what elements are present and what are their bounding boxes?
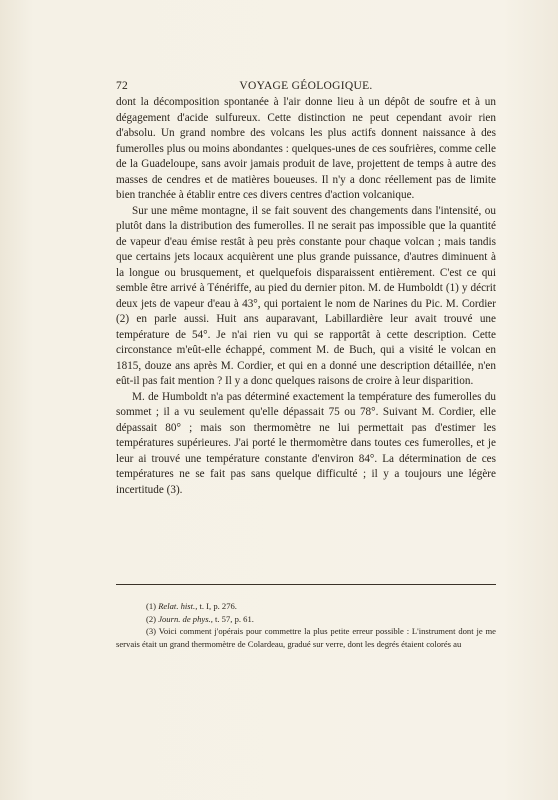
- paragraph-3: M. de Humboldt n'a pas déterminé exactement la température des fumerolles du sommet ; il a vu seulement qu'elle dépassait 75 ou 78°. Suivant M. Cordier, elle dépassait 80° ; mais son thermomètre ne lui permettait pas d'estimer les températures supérieures. J'ai porté le thermomètre dans toutes ces fumerolles, et je leur ai trouvé une température constante d'environ 84°. La détermination de ces températures ne se fait pas sans quelque difficulté ; il y a toujours une légère incertitude (3).: [116, 390, 496, 496]
- footnotes: [116, 600, 496, 650]
- running-title: VOYAGE GÉOLOGIQUE.: [239, 80, 373, 92]
- footnote-text: , t. 57, p. 61.: [210, 613, 254, 624]
- footnote-text: , t. I, p. 276.: [195, 601, 237, 611]
- footnote-divider: [116, 584, 496, 585]
- footnote-1: [116, 600, 496, 613]
- paragraph-2: Sur une même montagne, il se fait souvent des changements dans l'intensité, ou plutôt dans la distribution des fumerolles. Il ne serait pas impossible que la quantité de vapeur d'eau émise restât à peu près constante pour chaque volcan ; mais tandis que certains jets locaux acquièrent une plus grande puissance, d'autres diminuent à la longue ou brusquement, et quelquefois disparaissent entièrement. C'est ce qui semble être arrivé à Ténériffe, au pied du dernier piton. M. de Humboldt (1) y décrit deux jets de vapeur d'eau à 43°, qui portaient le nom de Narines du Pic. M. Cordier (2) en parle aussi. Huit ans auparavant, Labillardière leur avait trouvé une température de 54°. Je n'ai rien vu qui se rapportât à cette description. Cette circonstance m'eût-elle échappé, comment M. de Buch, qui a visité le volcan en 1815, douze ans après M. Cordier, et qui en a donné une description détaillée, n'en eût-il pas fait mention ? Il y a donc quelques raisons de croire à leur disparition.: [116, 204, 496, 387]
- footnote-ref: Journ. de phys.: [158, 613, 211, 624]
- footnote-3: [116, 625, 496, 650]
- footnote-ref: Relat. hist.: [158, 601, 196, 611]
- page-number: 72: [116, 80, 129, 92]
- main-text: [116, 95, 496, 498]
- footnote-mark: (1): [146, 601, 157, 611]
- footnote-mark: (2): [146, 613, 157, 624]
- page-header: [116, 80, 496, 94]
- footnote-mark: (3): [146, 626, 157, 636]
- paragraph-1: dont la décomposition spontanée à l'air donne lieu à un dépôt de soufre et à un dégagement d'acide sulfureux. Cette distinction ne peut cependant avoir rien d'absolu. Un grand nombre des volcans les plus actifs donnent naissance à des fumerolles plus ou moins abondantes : quelques-unes de ces soufrières, comme celle de la Guadeloupe, sans avoir jamais produit de lave, projettent de temps à autre des masses de cendres et de matières boueuses. Il n'y a donc réellement pas de limite bien tranchée à établir entre ces divers centres d'action volcanique.: [116, 96, 496, 201]
- footnote-2: [116, 613, 496, 626]
- footnote-text: Voici comment j'opérais pour commettre la plus petite erreur possible : L'instrument dont je me servais était un grand thermomètre de Colardeau, gradué sur verre, dont les degrés étaient colorés au: [116, 626, 497, 649]
